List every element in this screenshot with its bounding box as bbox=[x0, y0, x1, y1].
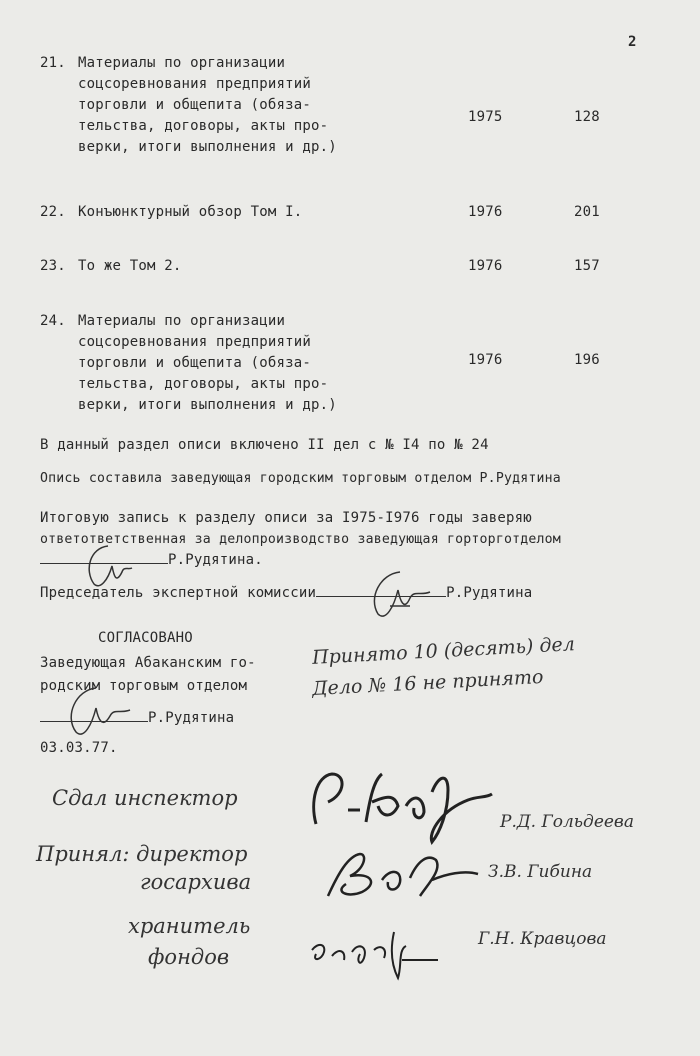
agreed-heading: СОГЛАСОВАНО bbox=[98, 630, 193, 646]
item-24-line-1: Материалы по организации bbox=[78, 313, 286, 329]
item-24-line-2: соцсоревнования предприятий bbox=[78, 334, 311, 350]
item-24-line-4: тельства, договоры, акты про- bbox=[78, 376, 329, 392]
handwritten-received-label-1: Принял: директор bbox=[36, 842, 248, 866]
item-21-description bbox=[78, 53, 337, 158]
handwritten-keeper-label-2: фондов bbox=[148, 945, 230, 969]
item-24-line-3: торговли и общепита (обяза- bbox=[78, 355, 311, 371]
item-21-line-5: верки, итоги выполнения и др.) bbox=[78, 139, 337, 155]
item-21-number: 21. bbox=[40, 55, 66, 71]
page-number: 2 bbox=[628, 34, 637, 50]
agreed-line-1: Заведующая Абаканским го- bbox=[40, 655, 256, 671]
item-24-line-5: верки, итоги выполнения и др.) bbox=[78, 397, 337, 413]
agreed-line-2: родским торговым отделом bbox=[40, 678, 248, 694]
item-23-year: 1976 bbox=[468, 258, 503, 274]
signature-received bbox=[316, 840, 486, 906]
compiled-statement: Опись составила заведующая городским торговым отделом Р.Рудятина bbox=[40, 471, 561, 486]
certify-signature-line bbox=[40, 550, 263, 571]
item-24-sheets: 196 bbox=[574, 352, 600, 368]
item-23-sheets: 157 bbox=[574, 258, 600, 274]
item-24-description bbox=[78, 311, 337, 416]
item-24-year: 1976 bbox=[468, 352, 503, 368]
item-21-sheets: 128 bbox=[574, 109, 600, 125]
signature-mark-1 bbox=[78, 540, 138, 592]
handwritten-handed-over-name: Р.Д. Гольдеева bbox=[500, 812, 634, 832]
item-22-sheets: 201 bbox=[574, 204, 600, 220]
item-22-year: 1976 bbox=[468, 204, 503, 220]
certify-line-1: Итоговую запись к разделу описи за I975-I976 годы заверяю bbox=[40, 510, 532, 526]
signature-handed-over bbox=[302, 762, 502, 846]
item-22-description: Конъюнктурный обзор Том I. bbox=[78, 204, 303, 220]
item-21-line-3: торговли и общепита (обяза- bbox=[78, 97, 311, 113]
handwritten-handed-over: Сдал инспектор bbox=[52, 786, 238, 810]
item-23-number: 23. bbox=[40, 258, 66, 274]
agreed-name: Р.Рудятина bbox=[148, 710, 235, 726]
handwritten-accepted-count: Принято 10 (десять) дел bbox=[311, 633, 576, 669]
signature-keeper bbox=[298, 920, 448, 982]
agreed-date: 03.03.77. bbox=[40, 740, 118, 756]
signature-mark-2 bbox=[360, 566, 440, 622]
commission-name: Р.Рудятина bbox=[446, 585, 533, 601]
item-24-number: 24. bbox=[40, 313, 66, 329]
signature-mark-3 bbox=[58, 682, 138, 740]
handwritten-keeper-label-1: хранитель bbox=[128, 914, 251, 938]
item-23-description: То же Том 2. bbox=[78, 258, 182, 274]
handwritten-received-name: З.В. Гибина bbox=[488, 862, 593, 882]
handwritten-received-label-2: госархива bbox=[140, 870, 252, 894]
commission-label: Председатель экспертной комиссии bbox=[40, 585, 317, 601]
handwritten-keeper-name: Г.Н. Кравцова bbox=[478, 929, 607, 949]
item-21-line-2: соцсоревнования предприятий bbox=[78, 76, 311, 92]
handwritten-not-accepted: Дело № 16 не принято bbox=[311, 665, 544, 701]
certify-line-2: ответответственная за делопроизводство заведующая горторготделом bbox=[40, 532, 561, 547]
item-22-number: 22. bbox=[40, 204, 66, 220]
item-21-year: 1975 bbox=[468, 109, 503, 125]
item-21-line-4: тельства, договоры, акты про- bbox=[78, 118, 329, 134]
certify-name: Р.Рудятина. bbox=[168, 552, 263, 568]
included-statement: В данный раздел описи включено II дел с № I4 по № 24 bbox=[40, 437, 489, 453]
item-21-line-1: Материалы по организации bbox=[78, 55, 286, 71]
